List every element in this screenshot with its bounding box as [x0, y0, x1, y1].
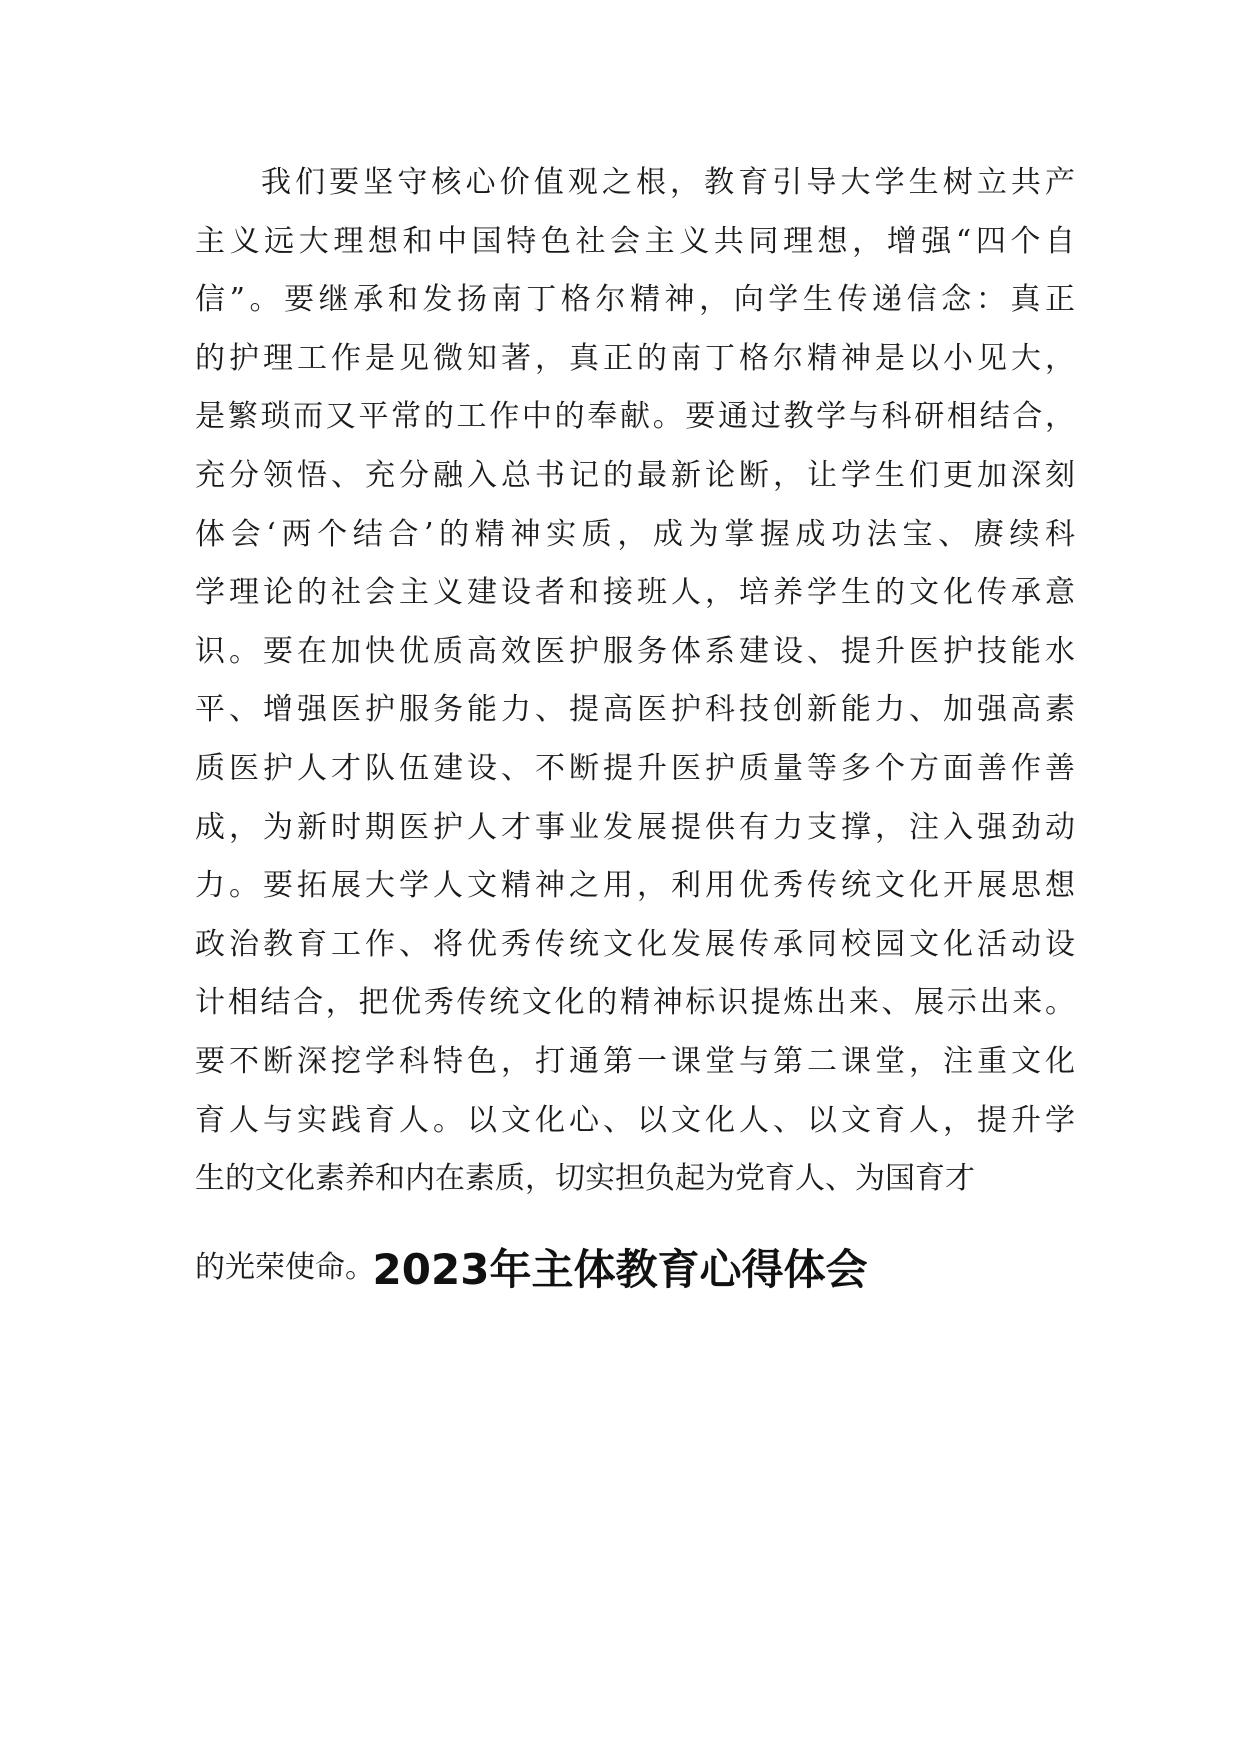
paragraph-line: 充分领悟、充分融入总书记的最新论断，让学生们更加深刻	[195, 457, 1075, 493]
paragraph-line: 生的文化素养和内在素质，切实担负起为党育人、为国育才	[195, 1161, 975, 1197]
paragraph-line: 主义远大理想和中国特色社会主义共同理想，增强“四个自	[195, 223, 1075, 259]
body-paragraph	[195, 162, 1075, 1289]
paragraph-line: 成，为新时期医护人才事业发展提供有力支撑，注入强劲动	[195, 809, 1075, 845]
paragraph-line: 体会‘两个结合’的精神实质，成为掌握成功法宝、赓续科	[195, 516, 1075, 552]
paragraph-line: 学理论的社会主义建设者和接班人，培养学生的文化传承意	[195, 575, 1075, 611]
paragraph-line: 识。要在加快优质高效医护服务体系建设、提升医护技能水	[195, 633, 1075, 669]
section-heading: 2023年主体教育心得体会	[372, 1245, 868, 1294]
paragraph-line: 要不断深挖学科特色，打通第一课堂与第二课堂，注重文化	[195, 1043, 1075, 1079]
paragraph-line: 力。要拓展大学人文精神之用，利用优秀传统文化开展思想	[195, 868, 1075, 904]
paragraph-line: 的护理工作是见微知著，真正的南丁格尔精神是以小见大，	[195, 340, 1075, 376]
paragraph-line: 平、增强医护服务能力、提高医护科技创新能力、加强高素	[195, 692, 1075, 728]
paragraph-line: 计相结合，把优秀传统文化的精神标识提炼出来、展示出来。	[195, 985, 1075, 1021]
paragraph-line: 育人与实践育人。以文化心、以文化人、以文育人，提升学	[195, 1102, 1075, 1138]
paragraph-line: 是繁琐而又平常的工作中的奉献。要通过教学与科研相结合，	[195, 399, 1075, 435]
paragraph-line: 我们要坚守核心价值观之根，教育引导大学生树立共产	[261, 165, 1075, 200]
paragraph-line: 质医护人才队伍建设、不断提升医护质量等多个方面善作善	[195, 750, 1075, 786]
paragraph-line: 信”。要继承和发扬南丁格尔精神，向学生传递信念：真正	[195, 282, 1075, 318]
paragraph-line: 政治教育工作、将优秀传统文化发展传承同校园文化活动设	[195, 926, 1075, 962]
paragraph-line: 的光荣使命。	[195, 1249, 375, 1285]
